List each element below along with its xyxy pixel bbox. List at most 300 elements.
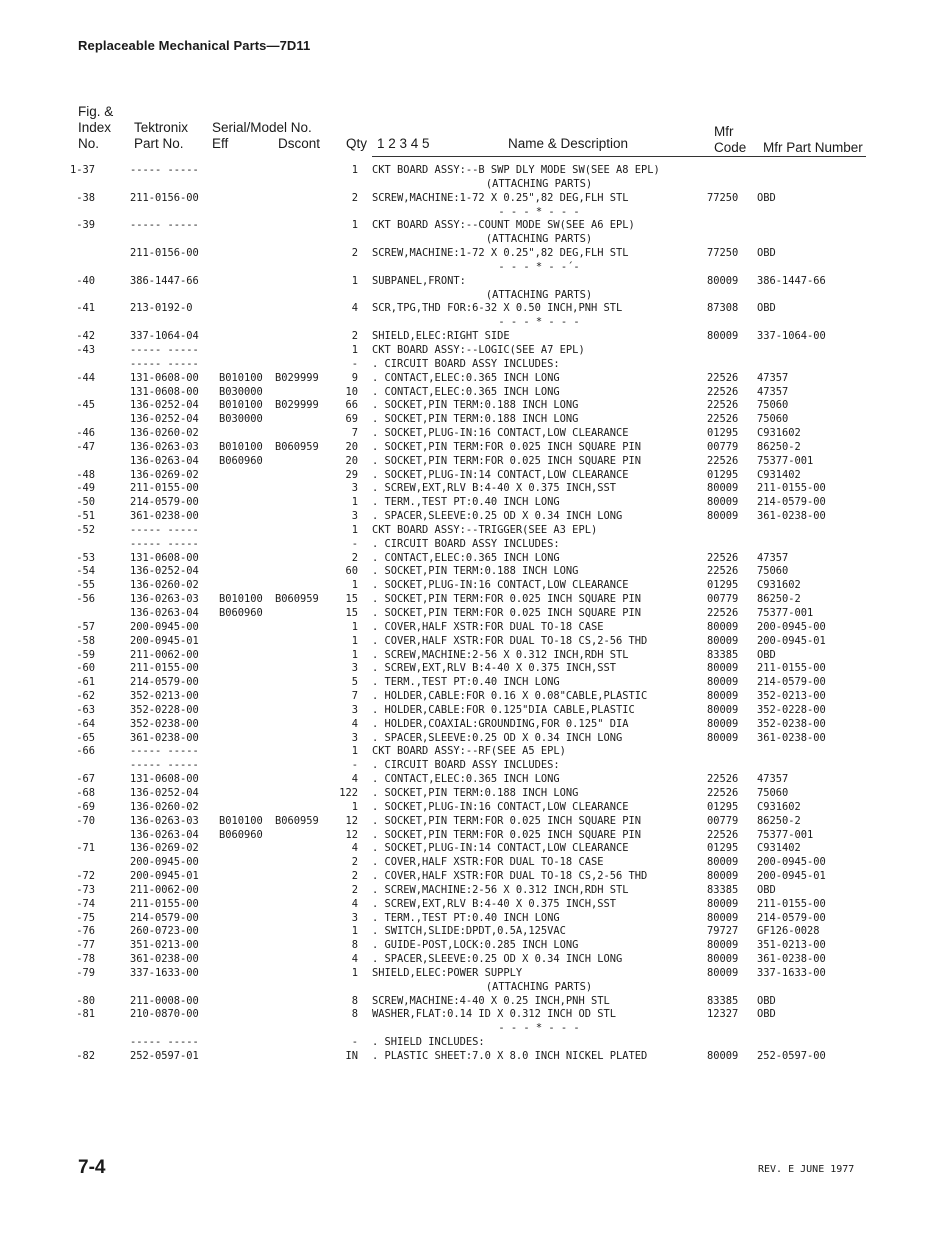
index-cell: -48 (76, 468, 95, 481)
index-cell: -80 (76, 994, 95, 1007)
name-description-cell: . SCREW,EXT,RLV B:4-40 X 0.375 INCH,SST (372, 482, 616, 495)
mfr-part-number-cell: 211-0155-00 (757, 662, 826, 675)
part-number-cell: 136-0269-02 (130, 468, 199, 481)
mfr-part-number-cell: 200-0945-01 (757, 870, 826, 883)
qty-cell: 12 (345, 828, 358, 841)
separator-text: - - - * - - - (498, 205, 580, 218)
table-row (0, 829, 950, 843)
table-row (0, 538, 950, 552)
index-cell: 1-37 (69, 164, 95, 176)
mfr-code-cell: 80009 (707, 482, 739, 495)
qty-cell: 20 (345, 440, 358, 453)
part-number-cell: 214-0579-00 (130, 676, 199, 689)
header-fig-line2: Index (78, 120, 112, 135)
mfr-part-number-cell: OBD (757, 648, 776, 661)
header-mfr-code-line1: Mfr (714, 124, 734, 139)
header-underline (372, 156, 866, 157)
part-number-cell: 136-0263-04 (130, 454, 199, 467)
table-row (0, 164, 950, 178)
part-number-cell: 211-0155-00 (130, 897, 199, 910)
mfr-code-cell: 83385 (707, 883, 739, 896)
qty-cell: 4 (351, 302, 358, 315)
qty-cell: 1 (351, 523, 358, 536)
part-number-cell: 211-0156-00 (130, 247, 199, 260)
serial-eff-cell: B010100 (219, 593, 263, 606)
separator-text: - - - * - -´- (498, 260, 580, 273)
mfr-part-number-cell: 214-0579-00 (757, 496, 826, 509)
table-row (0, 745, 950, 759)
mfr-code-cell: 80009 (707, 510, 739, 523)
name-description-cell: . SOCKET,PIN TERM:FOR 0.025 INCH SQUARE PIN (372, 440, 641, 453)
index-cell: -61 (76, 676, 95, 689)
part-number-cell: 214-0579-00 (130, 911, 199, 924)
mfr-part-number-cell: 75377-001 (757, 607, 814, 619)
name-description-cell: . SOCKET,PIN TERM:FOR 0.025 INCH SQUARE PIN (372, 607, 641, 619)
qty-cell: 7 (351, 690, 358, 703)
mfr-code-cell: 80009 (707, 966, 739, 979)
table-row (0, 510, 950, 524)
table-row (0, 939, 950, 953)
part-number-cell: 200-0945-00 (130, 620, 199, 633)
mfr-part-number-cell: 361-0238-00 (757, 510, 826, 523)
table-row (0, 870, 950, 884)
index-cell: -60 (76, 662, 95, 675)
part-number-cell: 361-0238-00 (130, 731, 199, 744)
index-cell: -82 (76, 1050, 95, 1062)
qty-cell: 1 (351, 745, 358, 758)
mfr-code-cell: 80009 (707, 717, 739, 730)
qty-cell: 1 (351, 579, 358, 592)
qty-cell: 2 (351, 191, 358, 204)
table-row (0, 441, 950, 455)
mfr-code-cell: 80009 (707, 620, 739, 633)
part-number-cell: 131-0608-00 (130, 551, 199, 564)
name-description-cell: . HOLDER,CABLE:FOR 0.16 X 0.08"CABLE,PLASTIC (372, 690, 648, 703)
mfr-part-number-cell: C931602 (757, 579, 801, 592)
separator-text: (ATTACHING PARTS) (485, 288, 593, 301)
qty-cell: 3 (351, 510, 358, 523)
name-description-cell: SCREW,MACHINE:1-72 X 0.25",82 DEG,FLH STL (372, 247, 629, 260)
table-row (0, 842, 950, 856)
name-description-cell: . SOCKET,PIN TERM:0.188 INCH LONG (372, 786, 579, 799)
part-number-cell: 361-0238-00 (130, 510, 199, 523)
separator-row (0, 1022, 950, 1036)
part-number-cell: ----- ----- (130, 759, 199, 772)
mfr-code-cell: 77250 (707, 191, 739, 204)
name-description-cell: . TERM.,TEST PT:0.40 INCH LONG (372, 911, 560, 924)
index-cell: -51 (76, 510, 95, 523)
serial-dscont-cell: B060959 (275, 814, 319, 827)
mfr-part-number-cell: C931602 (757, 427, 801, 440)
mfr-part-number-cell: 361-0238-00 (757, 953, 826, 966)
part-number-cell: 211-0155-00 (130, 482, 199, 495)
revision-date: REV. E JUNE 1977 (758, 1164, 855, 1175)
table-row (0, 718, 950, 732)
table-row (0, 455, 950, 469)
part-number-cell: 136-0263-03 (130, 440, 199, 453)
qty-cell: 1 (351, 219, 358, 232)
table-row (0, 399, 950, 413)
index-cell: -78 (76, 953, 95, 966)
qty-cell: 20 (345, 454, 358, 467)
mfr-code-cell: 12327 (707, 1008, 739, 1021)
serial-eff-cell: B060960 (219, 828, 263, 841)
header-mfr-part-number: Mfr Part Number (763, 140, 863, 155)
mfr-code-cell: 00779 (707, 440, 739, 453)
table-row (0, 427, 950, 441)
index-cell: -38 (76, 191, 95, 204)
mfr-code-cell: 80009 (707, 496, 739, 509)
qty-cell: 1 (351, 343, 358, 356)
header-mfr-code-line2: Code (714, 140, 747, 155)
qty-cell: 10 (345, 385, 358, 398)
separator-text: (ATTACHING PARTS) (485, 177, 593, 190)
qty-cell: IN (345, 1050, 358, 1062)
separator-row (0, 261, 950, 275)
part-number-cell: 136-0263-03 (130, 814, 199, 827)
index-cell: -77 (76, 939, 95, 952)
part-number-cell: 136-0263-04 (130, 828, 199, 841)
table-row (0, 690, 950, 704)
table-row (0, 662, 950, 676)
table-row (0, 330, 950, 344)
name-description-cell: . SOCKET,PLUG-IN:14 CONTACT,LOW CLEARANCE (372, 468, 629, 481)
part-number-cell: 352-0213-00 (130, 690, 199, 703)
table-row (0, 1008, 950, 1022)
index-cell: -43 (76, 343, 95, 356)
header-eff: Eff (212, 136, 229, 151)
name-description-cell: . GUIDE-POST,LOCK:0.285 INCH LONG (372, 939, 579, 952)
qty-cell: 8 (351, 994, 358, 1007)
table-row (0, 801, 950, 815)
part-number-cell: 351-0213-00 (130, 939, 199, 952)
qty-cell: 3 (351, 911, 358, 924)
index-cell: -58 (76, 634, 95, 647)
mfr-part-number-cell: 361-0238-00 (757, 731, 826, 744)
mfr-code-cell: 01295 (707, 800, 739, 813)
qty-cell: 12 (345, 814, 358, 827)
mfr-code-cell: 01295 (707, 579, 739, 592)
name-description-cell: . TERM.,TEST PT:0.40 INCH LONG (372, 676, 560, 689)
serial-dscont-cell: B060959 (275, 440, 319, 453)
index-cell: -62 (76, 690, 95, 703)
part-number-cell: 131-0608-00 (130, 385, 199, 398)
mfr-code-cell: 80009 (707, 690, 739, 703)
mfr-part-number-cell: 200-0945-00 (757, 620, 826, 633)
part-number-cell: 337-1064-04 (130, 330, 199, 343)
index-cell: -40 (76, 274, 95, 287)
qty-cell: 8 (351, 939, 358, 952)
qty-cell: 1 (351, 648, 358, 661)
table-row (0, 884, 950, 898)
name-description-cell: . CIRCUIT BOARD ASSY INCLUDES: (372, 357, 560, 370)
part-number-cell: 131-0608-00 (130, 773, 199, 786)
separator-row (0, 316, 950, 330)
table-row (0, 607, 950, 621)
header-tek-line1: Tektronix (134, 120, 189, 135)
part-number-cell: 214-0579-00 (130, 496, 199, 509)
index-cell: -68 (76, 786, 95, 799)
name-description-cell: . SHIELD INCLUDES: (372, 1036, 485, 1049)
part-number-cell: 136-0252-04 (130, 413, 199, 426)
mfr-part-number-cell: GF126-0028 (757, 925, 820, 938)
table-row (0, 1050, 950, 1064)
name-description-cell: SUBPANEL,FRONT: (372, 274, 466, 287)
mfr-code-cell: 00779 (707, 814, 739, 827)
name-description-cell: . SOCKET,PIN TERM:0.188 INCH LONG (372, 413, 579, 426)
mfr-part-number-cell: 47357 (757, 773, 789, 786)
mfr-code-cell: 00779 (707, 593, 739, 606)
qty-cell: 4 (351, 717, 358, 730)
table-row (0, 192, 950, 206)
part-number-cell: ----- ----- (130, 745, 199, 758)
separator-row (0, 289, 950, 303)
qty-cell: 122 (339, 786, 358, 799)
name-description-cell: . SOCKET,PIN TERM:FOR 0.025 INCH SQUARE PIN (372, 814, 641, 827)
name-description-cell: CKT BOARD ASSY:--LOGIC(SEE A7 EPL) (372, 343, 585, 356)
qty-cell: 2 (351, 247, 358, 260)
table-row (0, 953, 950, 967)
name-description-cell: SCREW,MACHINE:4-40 X 0.25 INCH,PNH STL (372, 994, 610, 1007)
mfr-code-cell: 01295 (707, 468, 739, 481)
serial-eff-cell: B010100 (219, 814, 263, 827)
mfr-part-number-cell: 351-0213-00 (757, 939, 826, 952)
name-description-cell: . SOCKET,PIN TERM:0.188 INCH LONG (372, 399, 579, 412)
name-description-cell: CKT BOARD ASSY:--COUNT MODE SW(SEE A6 EPL) (372, 219, 635, 232)
table-row (0, 1036, 950, 1050)
mfr-part-number-cell: 75060 (757, 413, 789, 426)
qty-cell: 1 (351, 966, 358, 979)
mfr-code-cell: 22526 (707, 773, 739, 786)
table-row (0, 925, 950, 939)
index-cell: -45 (76, 399, 95, 412)
part-number-cell: 136-0260-02 (130, 427, 199, 440)
column-headers (0, 104, 950, 158)
part-number-cell: 252-0597-01 (130, 1050, 199, 1062)
name-description-cell: . SOCKET,PIN TERM:0.188 INCH LONG (372, 565, 579, 578)
part-number-cell: 200-0945-01 (130, 634, 199, 647)
index-cell: -44 (76, 371, 95, 384)
name-description-cell: . CIRCUIT BOARD ASSY INCLUDES: (372, 759, 560, 772)
mfr-code-cell: 22526 (707, 828, 739, 841)
index-cell: -63 (76, 703, 95, 716)
mfr-part-number-cell: OBD (757, 302, 776, 315)
index-cell: -65 (76, 731, 95, 744)
index-cell: -52 (76, 523, 95, 536)
name-description-cell: CKT BOARD ASSY:--RF(SEE A5 EPL) (372, 745, 566, 758)
mfr-part-number-cell: 47357 (757, 551, 789, 564)
mfr-code-cell: 22526 (707, 371, 739, 384)
mfr-part-number-cell: 86250-2 (757, 593, 801, 606)
index-cell: -81 (76, 1008, 95, 1021)
serial-eff-cell: B060960 (219, 607, 263, 619)
qty-cell: 1 (351, 634, 358, 647)
mfr-part-number-cell: 214-0579-00 (757, 676, 826, 689)
part-number-cell: 136-0252-04 (130, 786, 199, 799)
qty-cell: 2 (351, 870, 358, 883)
mfr-code-cell: 22526 (707, 565, 739, 578)
table-row (0, 649, 950, 663)
mfr-part-number-cell: 211-0155-00 (757, 897, 826, 910)
serial-dscont-cell: B060959 (275, 593, 319, 606)
part-number-cell: ----- ----- (130, 343, 199, 356)
table-row (0, 552, 950, 566)
mfr-part-number-cell: 211-0155-00 (757, 482, 826, 495)
table-row (0, 967, 950, 981)
name-description-cell: . SPACER,SLEEVE:0.25 OD X 0.34 INCH LONG (372, 510, 623, 523)
mfr-code-cell: 22526 (707, 786, 739, 799)
name-description-cell: WASHER,FLAT:0.14 ID X 0.312 INCH OD STL (372, 1008, 616, 1021)
table-row (0, 413, 950, 427)
parts-list (0, 164, 950, 1064)
table-row (0, 704, 950, 718)
index-cell: -71 (76, 842, 95, 855)
table-row (0, 898, 950, 912)
separator-text: (ATTACHING PARTS) (485, 980, 593, 993)
index-cell: -57 (76, 620, 95, 633)
mfr-part-number-cell: 47357 (757, 385, 789, 398)
mfr-part-number-cell: 75377-001 (757, 454, 814, 467)
separator-row (0, 178, 950, 192)
name-description-cell: . CONTACT,ELEC:0.365 INCH LONG (372, 773, 560, 786)
index-cell: -67 (76, 773, 95, 786)
part-number-cell: ----- ----- (130, 357, 199, 370)
mfr-part-number-cell: 337-1633-00 (757, 966, 826, 979)
index-cell: -56 (76, 593, 95, 606)
table-row (0, 912, 950, 926)
mfr-code-cell: 22526 (707, 454, 739, 467)
qty-cell: 4 (351, 842, 358, 855)
name-description-cell: . SOCKET,PIN TERM:FOR 0.025 INCH SQUARE PIN (372, 828, 641, 841)
table-row (0, 676, 950, 690)
mfr-code-cell: 83385 (707, 648, 739, 661)
table-row (0, 759, 950, 773)
name-description-cell: . CONTACT,ELEC:0.365 INCH LONG (372, 371, 560, 384)
table-row (0, 635, 950, 649)
index-cell: -76 (76, 925, 95, 938)
name-description-cell: . CIRCUIT BOARD ASSY INCLUDES: (372, 537, 560, 550)
mfr-code-cell: 01295 (707, 427, 739, 440)
serial-eff-cell: B060960 (219, 454, 263, 467)
mfr-code-cell: 22526 (707, 385, 739, 398)
mfr-part-number-cell: C931402 (757, 842, 801, 855)
table-row (0, 579, 950, 593)
name-description-cell: . SPACER,SLEEVE:0.25 OD X 0.34 INCH LONG (372, 731, 623, 744)
index-cell: -47 (76, 440, 95, 453)
mfr-code-cell: 80009 (707, 731, 739, 744)
mfr-part-number-cell: 352-0213-00 (757, 690, 826, 703)
table-row (0, 856, 950, 870)
serial-eff-cell: B030000 (219, 385, 263, 398)
mfr-code-cell: 87308 (707, 302, 739, 315)
qty-cell: 1 (351, 274, 358, 287)
name-description-cell: . PLASTIC SHEET:7.0 X 8.0 INCH NICKEL PLATED (372, 1050, 648, 1062)
table-row (0, 386, 950, 400)
name-description-cell: . COVER,HALF XSTR:FOR DUAL TO-18 CASE (372, 856, 604, 869)
serial-dscont-cell: B029999 (275, 399, 319, 412)
name-description-cell: . SWITCH,SLIDE:DPDT,0.5A,125VAC (372, 925, 566, 938)
mfr-code-cell: 80009 (707, 274, 739, 287)
qty-cell: 60 (345, 565, 358, 578)
qty-cell: 8 (351, 1008, 358, 1021)
qty-cell: 69 (345, 413, 358, 426)
part-number-cell: 136-0260-02 (130, 579, 199, 592)
mfr-part-number-cell: OBD (757, 1008, 776, 1021)
separator-text: - - - * - - - (498, 316, 580, 329)
mfr-part-number-cell: OBD (757, 994, 776, 1007)
separator-row (0, 981, 950, 995)
mfr-code-cell: 80009 (707, 939, 739, 952)
qty-cell: - (351, 537, 358, 550)
name-description-cell: . SPACER,SLEEVE:0.25 OD X 0.34 INCH LONG (372, 953, 623, 966)
mfr-part-number-cell: 86250-2 (757, 440, 801, 453)
part-number-cell: 213-0192-0 (130, 302, 193, 315)
name-description-cell: . SOCKET,PLUG-IN:16 CONTACT,LOW CLEARANCE (372, 427, 629, 440)
mfr-code-cell: 80009 (707, 634, 739, 647)
table-row (0, 247, 950, 261)
qty-cell: 3 (351, 703, 358, 716)
index-cell: -49 (76, 482, 95, 495)
mfr-code-cell: 77250 (707, 247, 739, 260)
mfr-code-cell: 80009 (707, 703, 739, 716)
header-fig-line1: Fig. & (78, 104, 114, 119)
mfr-part-number-cell: 352-0238-00 (757, 717, 826, 730)
index-cell: -64 (76, 717, 95, 730)
mfr-part-number-cell: 252-0597-00 (757, 1050, 826, 1062)
name-description-cell: . TERM.,TEST PT:0.40 INCH LONG (372, 496, 560, 509)
name-description-cell: . HOLDER,CABLE:FOR 0.125"DIA CABLE,PLASTIC (372, 703, 635, 716)
part-number-cell: 136-0252-04 (130, 399, 199, 412)
mfr-code-cell: 01295 (707, 842, 739, 855)
mfr-part-number-cell: 75060 (757, 565, 789, 578)
index-cell: -75 (76, 911, 95, 924)
mfr-part-number-cell: 200-0945-01 (757, 634, 826, 647)
part-number-cell: 352-0238-00 (130, 717, 199, 730)
qty-cell: 15 (345, 607, 358, 619)
name-description-cell: . COVER,HALF XSTR:FOR DUAL TO-18 CS,2-56 THD (372, 870, 648, 883)
name-description-cell: . SOCKET,PLUG-IN:14 CONTACT,LOW CLEARANCE (372, 842, 629, 855)
mfr-part-number-cell: 47357 (757, 371, 789, 384)
qty-cell: 1 (351, 620, 358, 633)
header-fig-line3: No. (78, 136, 100, 151)
serial-eff-cell: B010100 (219, 371, 263, 384)
name-description-cell: SCR,TPG,THD FOR:6-32 X 0.50 INCH,PNH STL (372, 302, 623, 315)
name-description-cell: . SCREW,EXT,RLV B:4-40 X 0.375 INCH,SST (372, 897, 616, 910)
index-cell: -74 (76, 897, 95, 910)
qty-cell: 4 (351, 953, 358, 966)
name-description-cell: CKT BOARD ASSY:--B SWP DLY MODE SW(SEE A8 EPL) (372, 164, 660, 176)
mfr-part-number-cell: C931402 (757, 468, 801, 481)
name-description-cell: . COVER,HALF XSTR:FOR DUAL TO-18 CASE (372, 620, 604, 633)
table-row (0, 787, 950, 801)
header-dscont: Dscont (278, 136, 321, 151)
table-row (0, 593, 950, 607)
table-row (0, 773, 950, 787)
part-number-cell: 211-0155-00 (130, 662, 199, 675)
part-number-cell: 260-0723-00 (130, 925, 199, 938)
mfr-part-number-cell: 386-1447-66 (757, 274, 826, 287)
table-row (0, 219, 950, 233)
mfr-code-cell: 79727 (707, 925, 739, 938)
index-cell: -55 (76, 579, 95, 592)
header-serial-model: Serial/Model No. (212, 120, 312, 135)
part-number-cell: 136-0252-04 (130, 565, 199, 578)
qty-cell: 1 (351, 800, 358, 813)
mfr-part-number-cell: 75377-001 (757, 828, 814, 841)
part-number-cell: 136-0260-02 (130, 800, 199, 813)
mfr-part-number-cell: OBD (757, 247, 776, 260)
qty-cell: 1 (351, 925, 358, 938)
